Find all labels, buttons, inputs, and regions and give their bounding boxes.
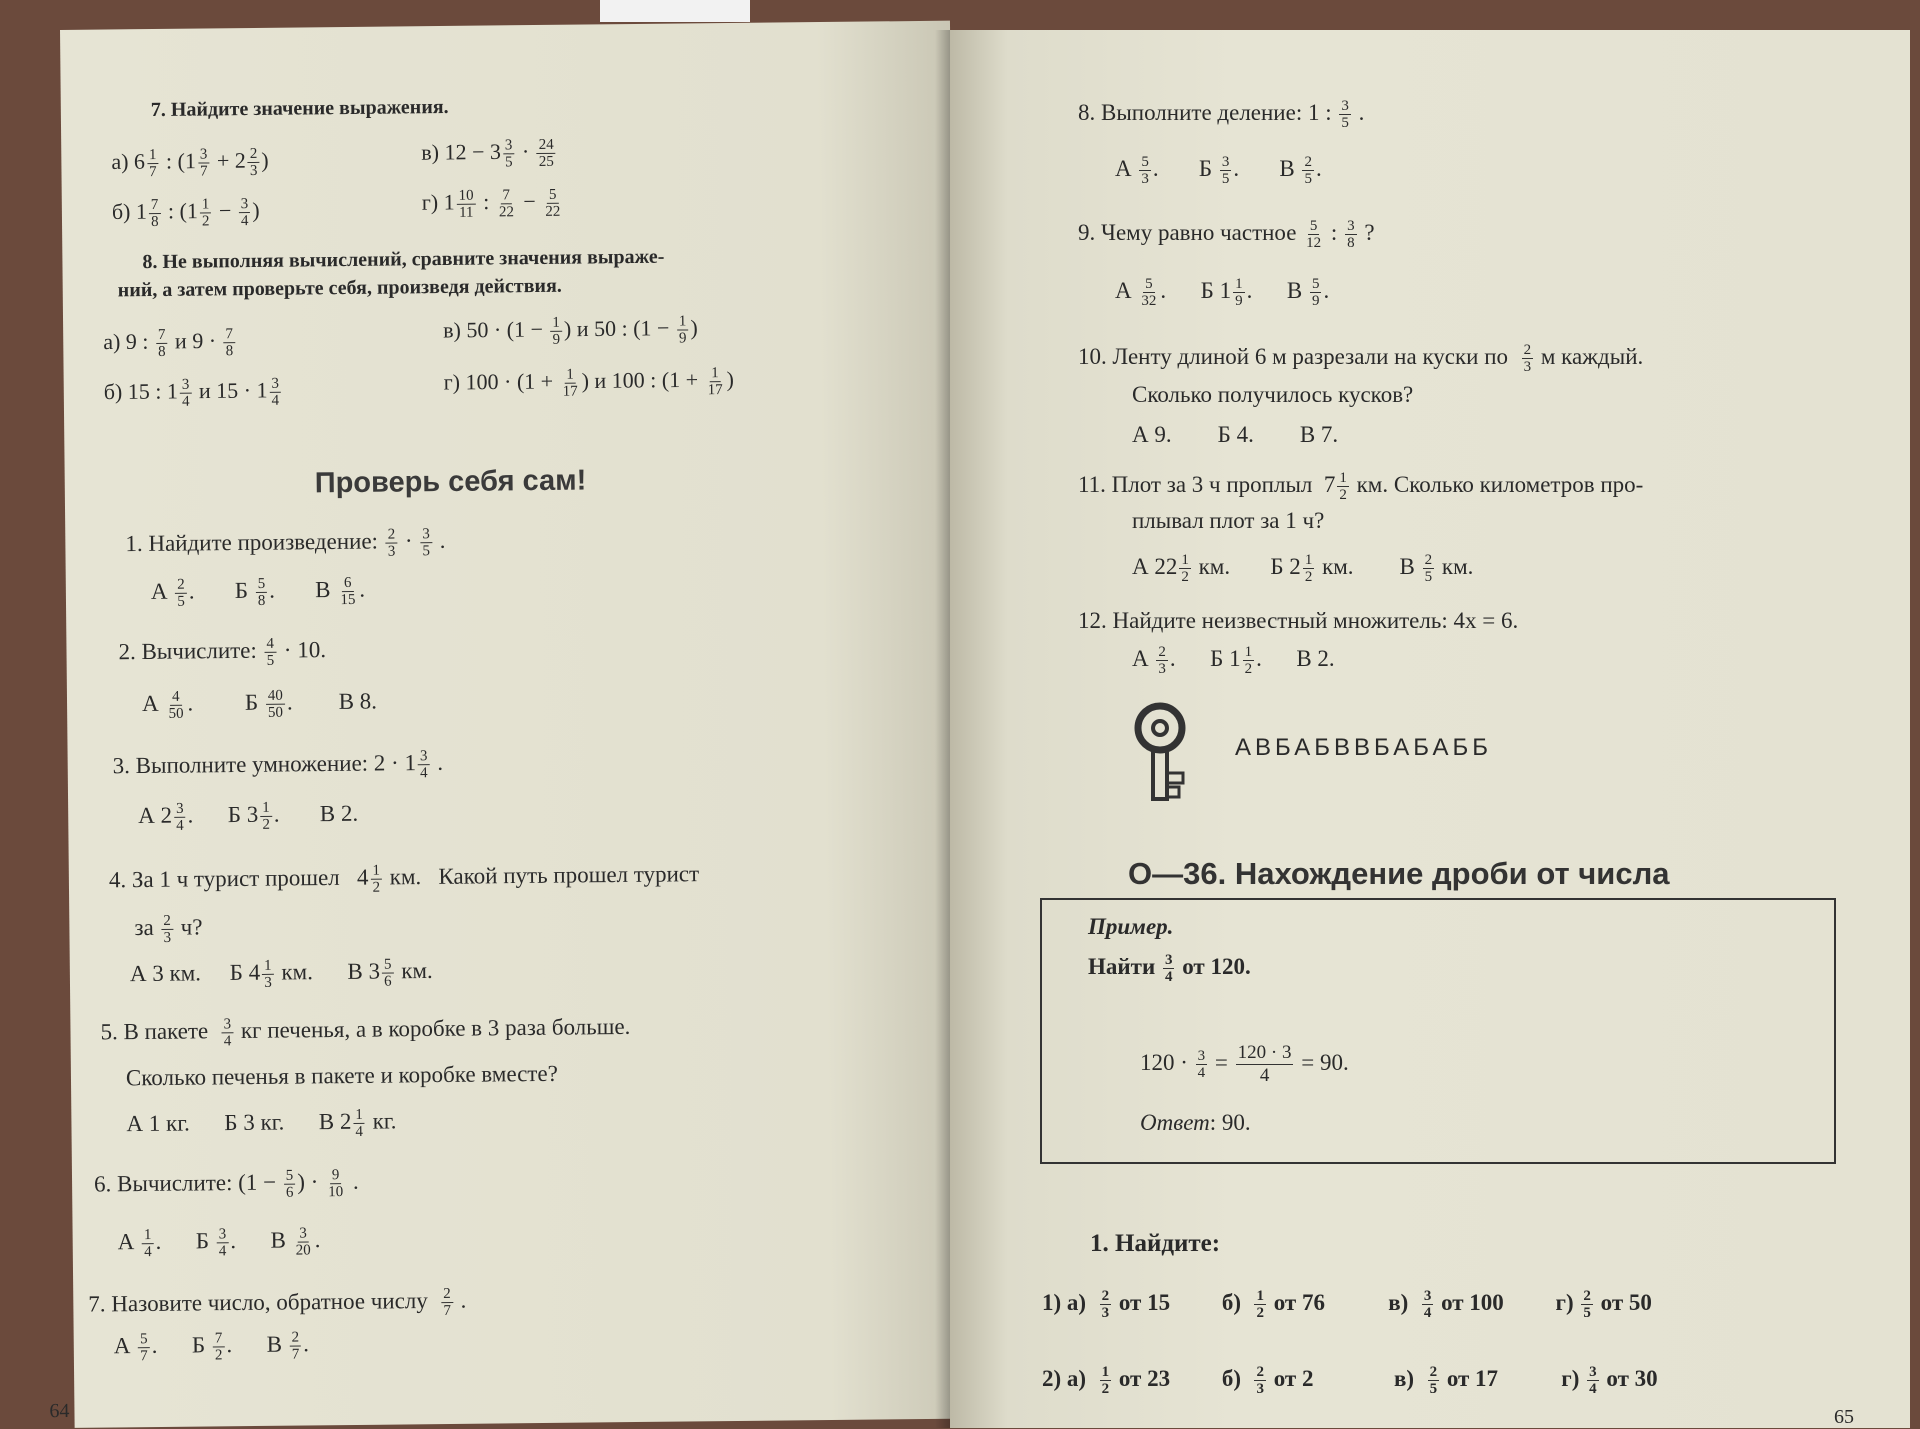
- task8-v: в) 50 · (1 − $\frac{1}{9}$ ) и 50 : (1 − $\frac{1}{9}$ ): [443, 313, 698, 348]
- q9-answers: А $\frac{5}{32}$ . Б 1 $\frac{1}{9}$ . В $\frac{5}{9}$ .: [1115, 276, 1330, 309]
- q9: 9. Чему равно частное $\frac{5}{12}$ : $\frac{3}{8}$ ?: [1078, 218, 1375, 251]
- task1-title: 1. Найдите:: [1090, 1230, 1221, 1257]
- q6-answers: А $\frac{1}{4}$ . Б $\frac{3}{4}$ . В $\frac{3}{20}$ .: [117, 1225, 321, 1261]
- answer-key: АВБАБВВБАБАББ: [1235, 734, 1492, 761]
- task8-line1: 8. Не выполняя вычислений, сравните значения выраже-: [142, 245, 665, 274]
- task7-a: а) 6 $\frac{1}{7}$ : (1 $\frac{3}{7}$ + 2 $\frac{2}{3}$ ): [111, 145, 269, 181]
- q1-answers: А $\frac{2}{5}$ . Б $\frac{5}{8}$ . В $\frac{6}{15}$ .: [150, 574, 366, 610]
- task7-title: 7. Найдите значение выражения.: [150, 95, 449, 122]
- q12-answers: А $\frac{2}{3}$ . Б 1 $\frac{1}{2}$ . В 2.: [1132, 644, 1335, 677]
- q6: 6. Вычислите: (1 − $\frac{5}{6}$ ) · $\frac{9}{10}$ .: [93, 1167, 359, 1201]
- left-page: [49, 21, 965, 1428]
- q11-answers: А 22 $\frac{1}{2}$ км. Б 2 $\frac{1}{2}$ км. В $\frac{2}{5}$ км.: [1132, 552, 1474, 585]
- q3: 3. Выполните умножение: 2 · 1 $\frac{3}{4}$ .: [112, 748, 444, 782]
- example-calc: 120 · $\frac{3}{4}$ = $\frac{120 \cdot 3}{4}$ = 90.: [1140, 1042, 1349, 1086]
- example-box: [1040, 898, 1836, 1164]
- example-answer: Ответ: 90.: [1140, 1110, 1251, 1135]
- check-yourself-heading: Проверь себя сам!: [314, 464, 587, 500]
- q4-line2: за $\frac{2}{3}$ ч?: [134, 912, 203, 946]
- task8-a: а) 9 : $\frac{7}{8}$ и 9 · $\frac{7}{8}$: [103, 326, 234, 360]
- task7-g: г) 1 $\frac{10}{11}$ : $\frac{7}{22}$ − $\frac{5}{22}$: [421, 186, 561, 221]
- example-label: Пример.: [1088, 914, 1174, 939]
- q8: 8. Выполните деление: 1 : $\frac{3}{5}$ .: [1078, 98, 1365, 131]
- paper-corner: [600, 0, 750, 22]
- task7-v: в) 12 − 3 $\frac{3}{5}$ · $\frac{24}{25}$: [421, 136, 554, 171]
- q7: 7. Назовите число, обратное числу $\frac{2}{7}$ .: [88, 1285, 467, 1320]
- q2-answers: А $\frac{4}{50}$ . Б $\frac{40}{50}$ . В 8.: [141, 687, 378, 722]
- page-number-right: 65: [1834, 1406, 1854, 1428]
- q5-answers: А 1 кг. Б 3 кг. В 2 $\frac{1}{4}$ кг.: [126, 1106, 397, 1140]
- q11-line2: плывал плот за 1 ч?: [1132, 508, 1325, 533]
- q5-line1: 5. В пакете $\frac{3}{4}$ кг печенья, а в коробке в 3 раза больше.: [100, 1013, 631, 1050]
- section-title: О—36. Нахождение дроби от числа: [1128, 856, 1670, 891]
- q10-line1: 10. Ленту длиной 6 м разрезали на куски по $\frac{2}{3}$ м каждый.: [1078, 342, 1644, 375]
- q12: 12. Найдите неизвестный множитель: 4x = 6.: [1078, 608, 1519, 633]
- q7-answers: А $\frac{5}{7}$ . Б $\frac{7}{2}$ . В $\frac{2}{7}$ .: [113, 1329, 310, 1365]
- task7-b: б) 1 $\frac{7}{8}$ : (1 $\frac{1}{2}$ − $\frac{3}{4}$ ): [111, 196, 260, 231]
- q4-answers: А 3 км. Б 4 $\frac{1}{3}$ км. В 3 $\frac{5}{6}$ км.: [129, 956, 433, 991]
- q1: 1. Найдите произведение: $\frac{2}{3}$ · $\frac{3}{5}$ .: [125, 526, 446, 560]
- key-icon: [1125, 703, 1195, 803]
- task1-row1: 1) а) $\frac{2}{3}$ от 15 б) $\frac{1}{2}$ от 76 в) $\frac{3}{4}$ от 100 г) $\frac{2}{5}$ от 50: [1042, 1288, 1652, 1321]
- task1-row2: 2) а) $\frac{1}{2}$ от 23 б) $\frac{2}{3}$ от 2 в) $\frac{2}{5}$ от 17 г) $\frac{3}{4}$ от 30: [1042, 1364, 1658, 1397]
- q11-line1: 11. Плот за 3 ч проплыл 7 $\frac{1}{2}$ км. Сколько километров про-: [1078, 470, 1644, 503]
- right-page: [950, 30, 1910, 1428]
- q8-answers: А $\frac{5}{3}$ . Б $\frac{3}{5}$ . В $\frac{2}{5}$ .: [1115, 154, 1322, 187]
- q5-line2: Сколько печенья в пакете и коробке вместе?: [125, 1060, 558, 1091]
- task8-b: б) 15 : 1 $\frac{3}{4}$ и 15 · 1 $\frac{3}{4}$: [103, 375, 280, 410]
- q3-answers: А 2 $\frac{3}{4}$ . Б 3 $\frac{1}{2}$ . В 2.: [138, 799, 359, 834]
- q4-line1: 4. За 1 ч турист прошел 4 $\frac{1}{2}$ км. Какой путь прошел турист: [108, 861, 700, 896]
- q2: 2. Вычислите: $\frac{4}{5}$ · 10.: [118, 635, 327, 669]
- q10-answers: А 9. Б 4. В 7.: [1132, 422, 1339, 447]
- page-number-left: 64: [49, 1399, 70, 1423]
- task8-line2: ний, а затем проверьте себя, произведя действия.: [117, 274, 562, 302]
- q10-line2: Сколько получилось кусков?: [1132, 382, 1414, 407]
- example-task: Найти $\frac{3}{4}$ от 120.: [1088, 952, 1251, 985]
- task8-g: г) 100 · (1 + $\frac{1}{17}$ ) и 100 : (1 + $\frac{1}{17}$ ): [443, 365, 735, 400]
